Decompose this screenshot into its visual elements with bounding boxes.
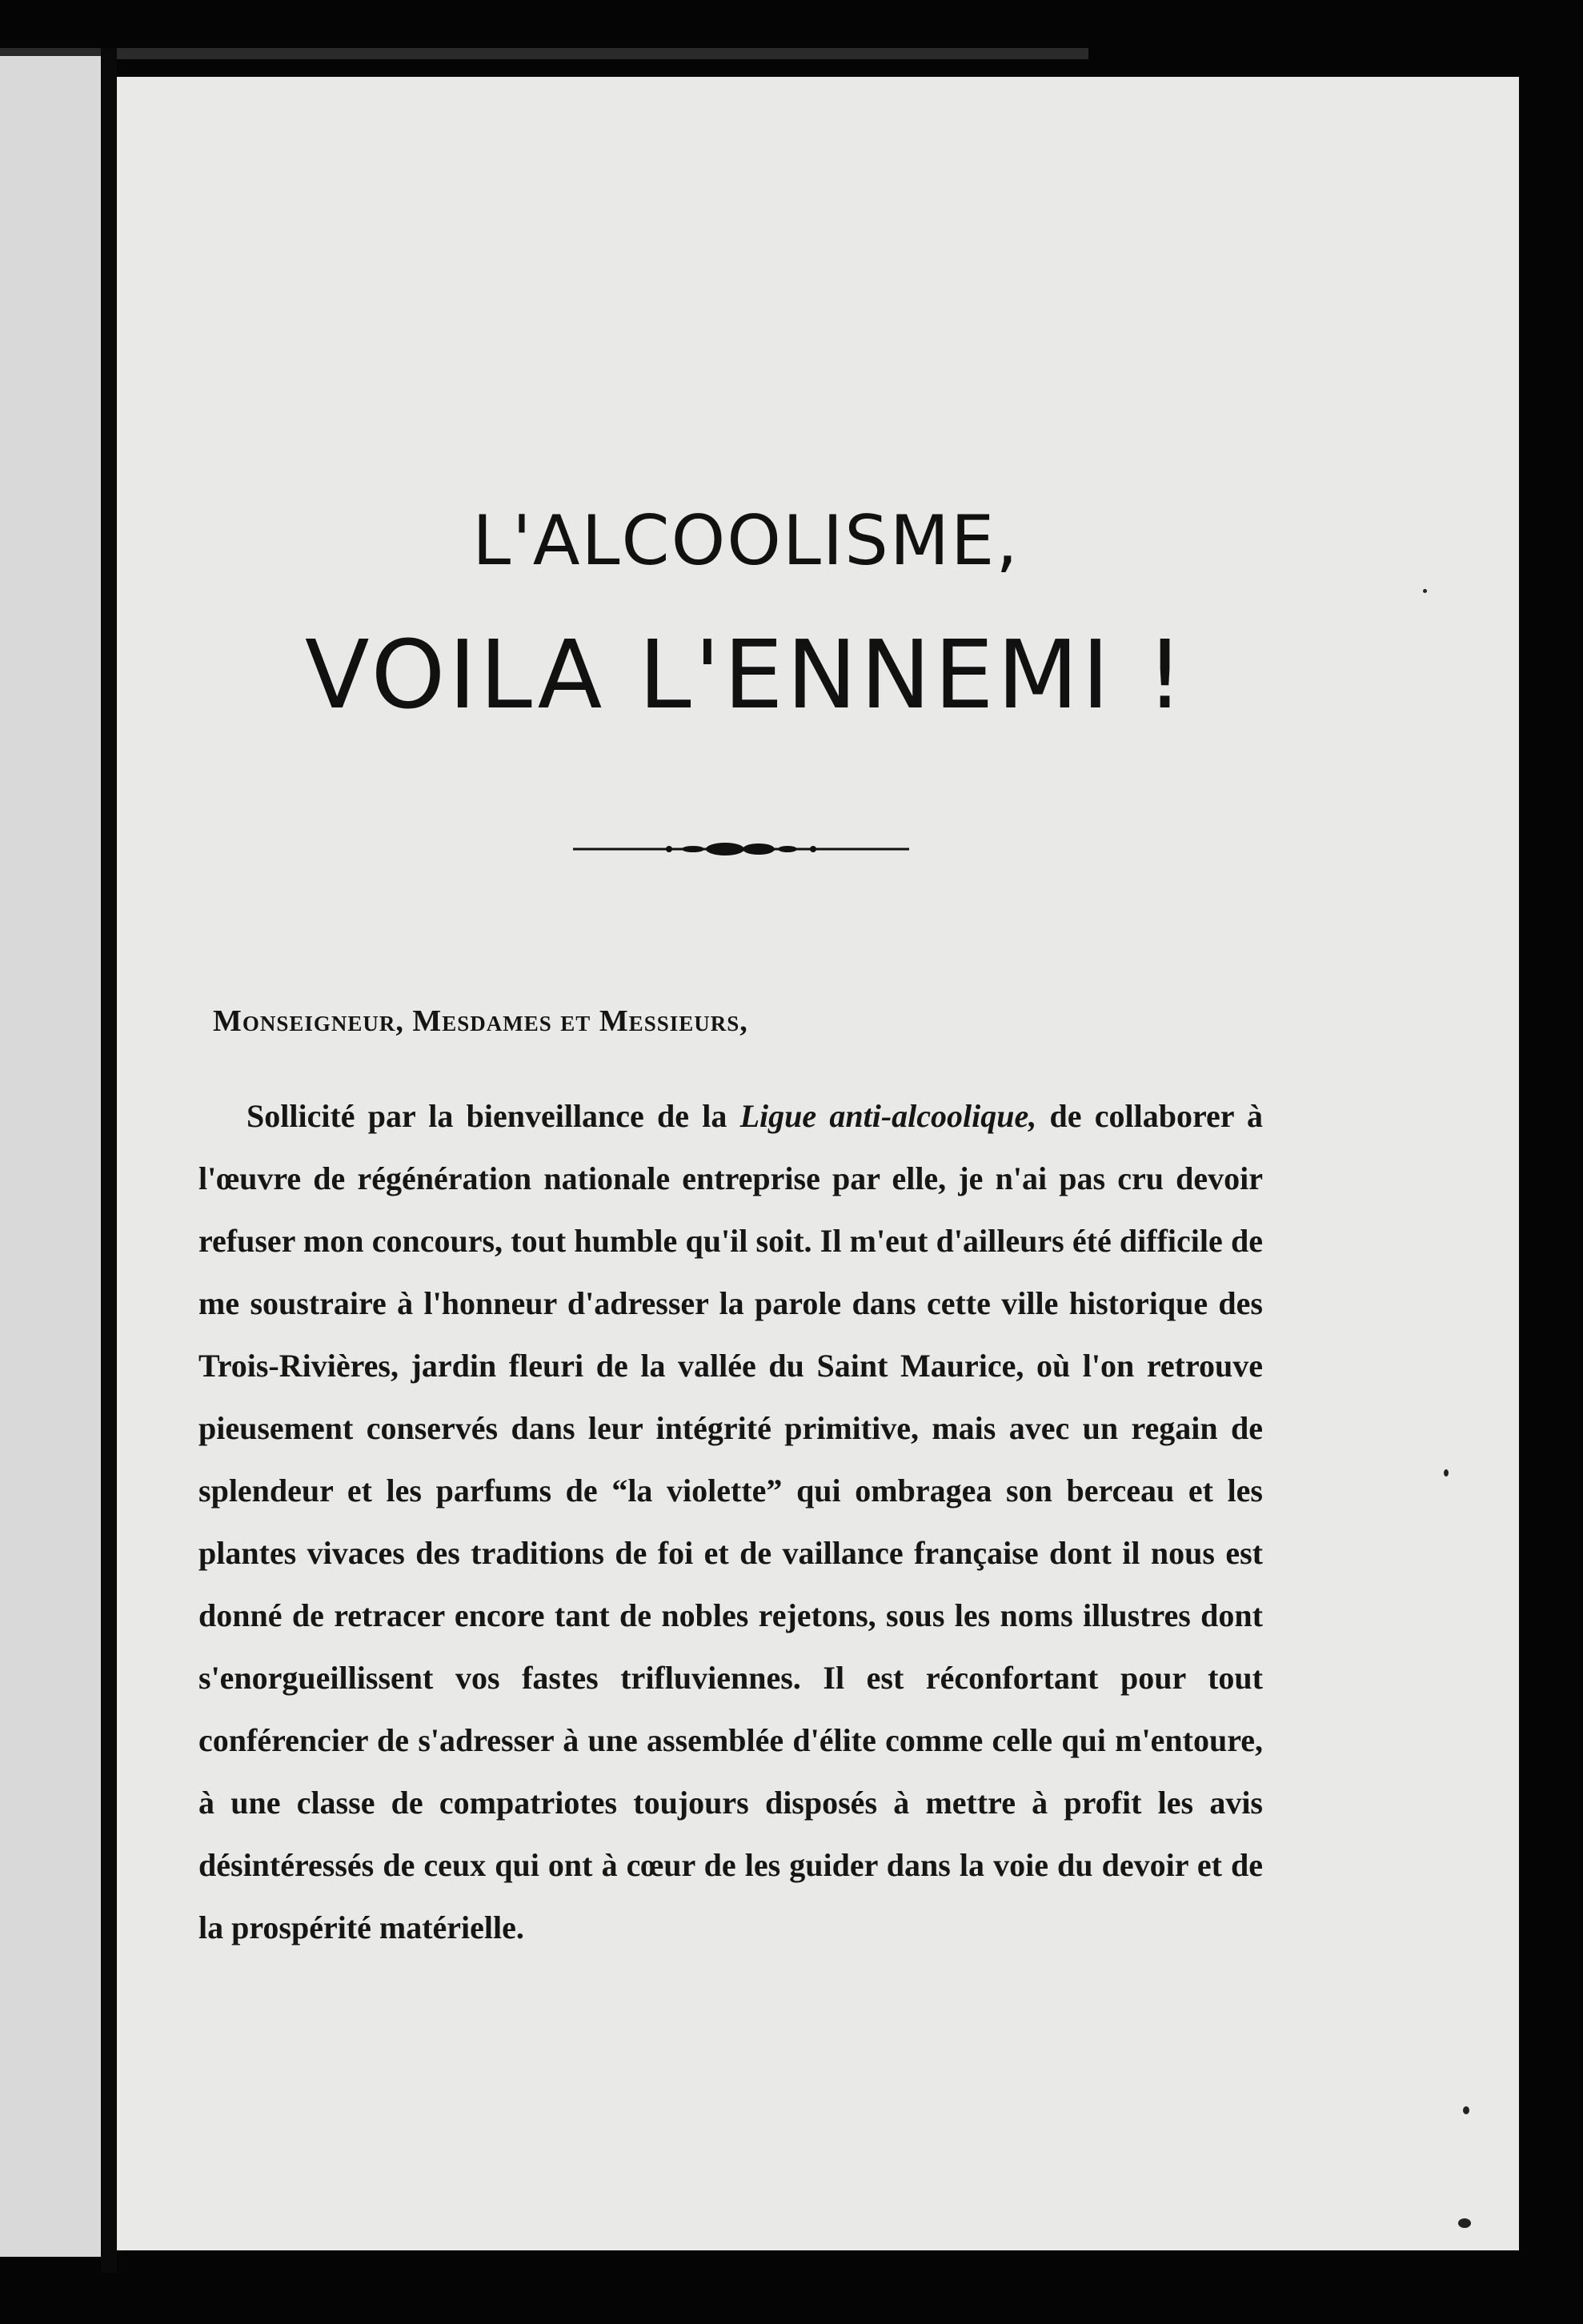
scan-speck (1423, 589, 1427, 593)
ornament-divider-icon (573, 839, 909, 859)
book-gutter (101, 48, 117, 2273)
paragraph-text-rest: de collaborer à l'œuvre de régénération nationale entreprise par elle, je n'ai pas cru devoir refuser mon concours, tout humble qu'il soit. Il m'eut d'ailleurs été difficile de me soustraire à l'honneur d'adresser la parole dans cette ville historique des Trois-Rivières, jardin fleuri de la vallée du Saint Maurice, où l'on retrouve pieusement conservés dans leur intégrité primitive, mais avec un regain de splendeur et les parfums de “la violette” qui ombragea son berceau et les plantes vivaces des traditions de foi et de vaillance française dont il nous est donné de retracer encore tant de nobles rejetons, sous les noms illustres dont s'enorgueillissent vos fastes trifluviennes. Il est réconfortant pour tout conférencier de s'adresser à une assemblée d'élite comme celle qui m'entoure, à une classe de compatriotes toujours disposés à mettre à profit les avis désintéressés de ceux qui ont à cœur de les guider dans la voie du devoir et de la prospérité matérielle. (198, 1098, 1264, 1945)
facing-page-edge (0, 56, 101, 2257)
scan-speck (1444, 1469, 1449, 1477)
document-page (117, 77, 1519, 2250)
paragraph-text-start: Sollicité par la bienveillance de la (246, 1098, 740, 1134)
title-line-2: VOILA L'ENNEMI ! (304, 619, 1188, 730)
body-paragraph (198, 1085, 1263, 1959)
scan-speck (1463, 2106, 1469, 2114)
scan-speck (1458, 2218, 1471, 2228)
film-edge-strip (0, 48, 1088, 59)
league-name-italic: Ligue anti-alcoolique, (739, 1098, 1037, 1134)
title-line-1: L'ALCOOLISME, (472, 501, 1020, 581)
salutation: Monseigneur, Mesdames et Messieurs, (213, 1004, 748, 1038)
